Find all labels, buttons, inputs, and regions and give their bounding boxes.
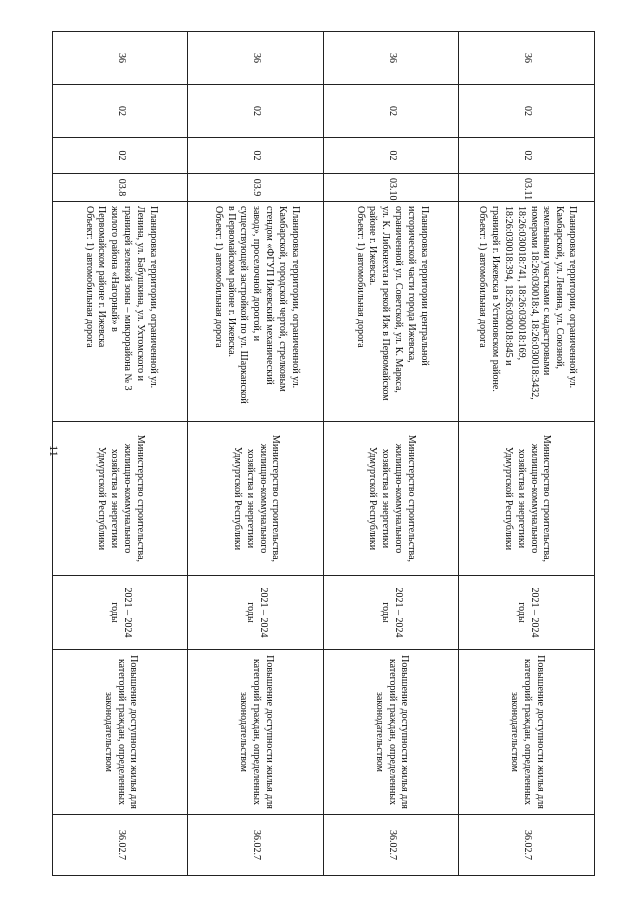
- description-line: границей зеленой зоны – микрорайона № 3: [122, 206, 134, 391]
- description-line: жилого района «Нагорный» в: [109, 206, 121, 332]
- description-line: 18:26:030018:394, 18:26:030018:845 и: [502, 206, 514, 366]
- description-line: исторической части города Ижевска,: [405, 206, 417, 363]
- description-line: Объект: 1) автомобильная дорога: [477, 206, 489, 348]
- code-cell-4: 03.9: [188, 174, 324, 202]
- description-cell: [459, 202, 595, 422]
- period-cell: 2021 – 2024 годы: [459, 576, 595, 650]
- code-cell-2: 02: [324, 85, 460, 138]
- code-cell-3: 02: [459, 138, 595, 174]
- ministry-cell: Министерство строительства, жилищно-коммунального хозяйства и энергетики Удмуртской Республики: [459, 422, 595, 576]
- description-line: существующей застройкой по ул. Шарканской: [238, 206, 250, 404]
- description-line: Объект: 1) автомобильная дорога: [83, 206, 95, 348]
- code-cell-1: 36: [188, 32, 324, 85]
- description-line: Камбарской, городской чертой, стрелковым: [276, 206, 288, 392]
- description-cell: [188, 202, 324, 422]
- document-table-rotated: [52, 31, 595, 875]
- description-line: Камбарской, ул. Ленина, ул. Союзной,: [554, 206, 566, 370]
- ref-cell: 36.02.7: [459, 815, 595, 876]
- description-line: Планировка территории, ограниченной ул.: [147, 206, 159, 389]
- description-line: границей г. Ижевска в Устиновском районе.: [490, 206, 502, 392]
- ministry-cell: Министерство строительства, жилищно-коммунального хозяйства и энергетики Удмуртской Республики: [324, 422, 460, 576]
- goal-cell: Повышение доступности жилья для категорий граждан, определенных законодательством: [53, 650, 189, 815]
- table-row: [459, 32, 595, 876]
- description-line: ул. К. Либкнехта и рекой Иж в Первомайском: [380, 206, 392, 401]
- code-cell-3: 02: [324, 138, 460, 174]
- description-line: земельными участками с кадастровыми: [541, 206, 553, 376]
- description-line: номерами 18:26:030018:4, 18:26:030018:3432,: [528, 206, 540, 400]
- table-row: [324, 32, 460, 876]
- measures-table: [52, 31, 595, 876]
- table-row: [53, 32, 189, 876]
- code-cell-2: 02: [188, 85, 324, 138]
- description-cell: [53, 202, 189, 422]
- code-cell-1: 36: [459, 32, 595, 85]
- document-table-frame: [52, 31, 595, 875]
- ref-cell: 36.02.7: [53, 815, 189, 876]
- description-line: Первомайском районе г. Ижевска: [96, 206, 108, 348]
- code-cell-2: 02: [53, 85, 189, 138]
- description-cell: [324, 202, 460, 422]
- code-cell-3: 02: [188, 138, 324, 174]
- description-line: завод», проселочной дорогой, и: [251, 206, 263, 342]
- description-line: Планировка территории центральной: [418, 206, 430, 366]
- code-cell-3: 02: [53, 138, 189, 174]
- description-line: стендом «ФГУП Ижевский механический: [263, 206, 275, 385]
- description-line: Планировка территории, ограниченной ул.: [566, 206, 578, 389]
- period-cell: 2021 – 2024 годы: [324, 576, 460, 650]
- ref-cell: 36.02.7: [324, 815, 460, 876]
- description-line: районе г. Ижевска.: [367, 206, 379, 286]
- description-line: Планировка территории, ограниченной ул.: [289, 206, 301, 389]
- code-cell-1: 36: [53, 32, 189, 85]
- table-body: [53, 32, 595, 876]
- description-line: ограниченной ул. Советской, ул. К. Маркса,: [393, 206, 405, 393]
- page-number: 11: [47, 445, 61, 457]
- ref-cell: 36.02.7: [188, 815, 324, 876]
- period-cell: 2021 – 2024 годы: [188, 576, 324, 650]
- goal-cell: Повышение доступности жилья для категорий граждан, определенных законодательством: [459, 650, 595, 815]
- code-cell-4: 03.10: [324, 174, 460, 202]
- code-cell-1: 36: [324, 32, 460, 85]
- goal-cell: Повышение доступности жилья для категорий граждан, определенных законодательством: [188, 650, 324, 815]
- description-line: 18:26:030018:741, 18:26:030018:169,: [515, 206, 527, 361]
- ministry-cell: Министерство строительства, жилищно-коммунального хозяйства и энергетики Удмуртской Республики: [188, 422, 324, 576]
- ministry-cell: Министерство строительства, жилищно-коммунального хозяйства и энергетики Удмуртской Республики: [53, 422, 189, 576]
- description-line: Объект: 1) автомобильная дорога: [354, 206, 366, 348]
- goal-cell: Повышение доступности жилья для категорий граждан, определенных законодательством: [324, 650, 460, 815]
- description-line: Объект: 1) автомобильная дорога: [212, 206, 224, 348]
- description-line: Ленина, ул. Бабушкина, ул. Ухтомского и: [134, 206, 146, 382]
- period-cell: 2021 – 2024 годы: [53, 576, 189, 650]
- table-row: [188, 32, 324, 876]
- code-cell-4: 03.11: [459, 174, 595, 202]
- description-line: в Первомайском районе г. Ижевска.: [225, 206, 237, 358]
- code-cell-4: 03.8: [53, 174, 189, 202]
- code-cell-2: 02: [459, 85, 595, 138]
